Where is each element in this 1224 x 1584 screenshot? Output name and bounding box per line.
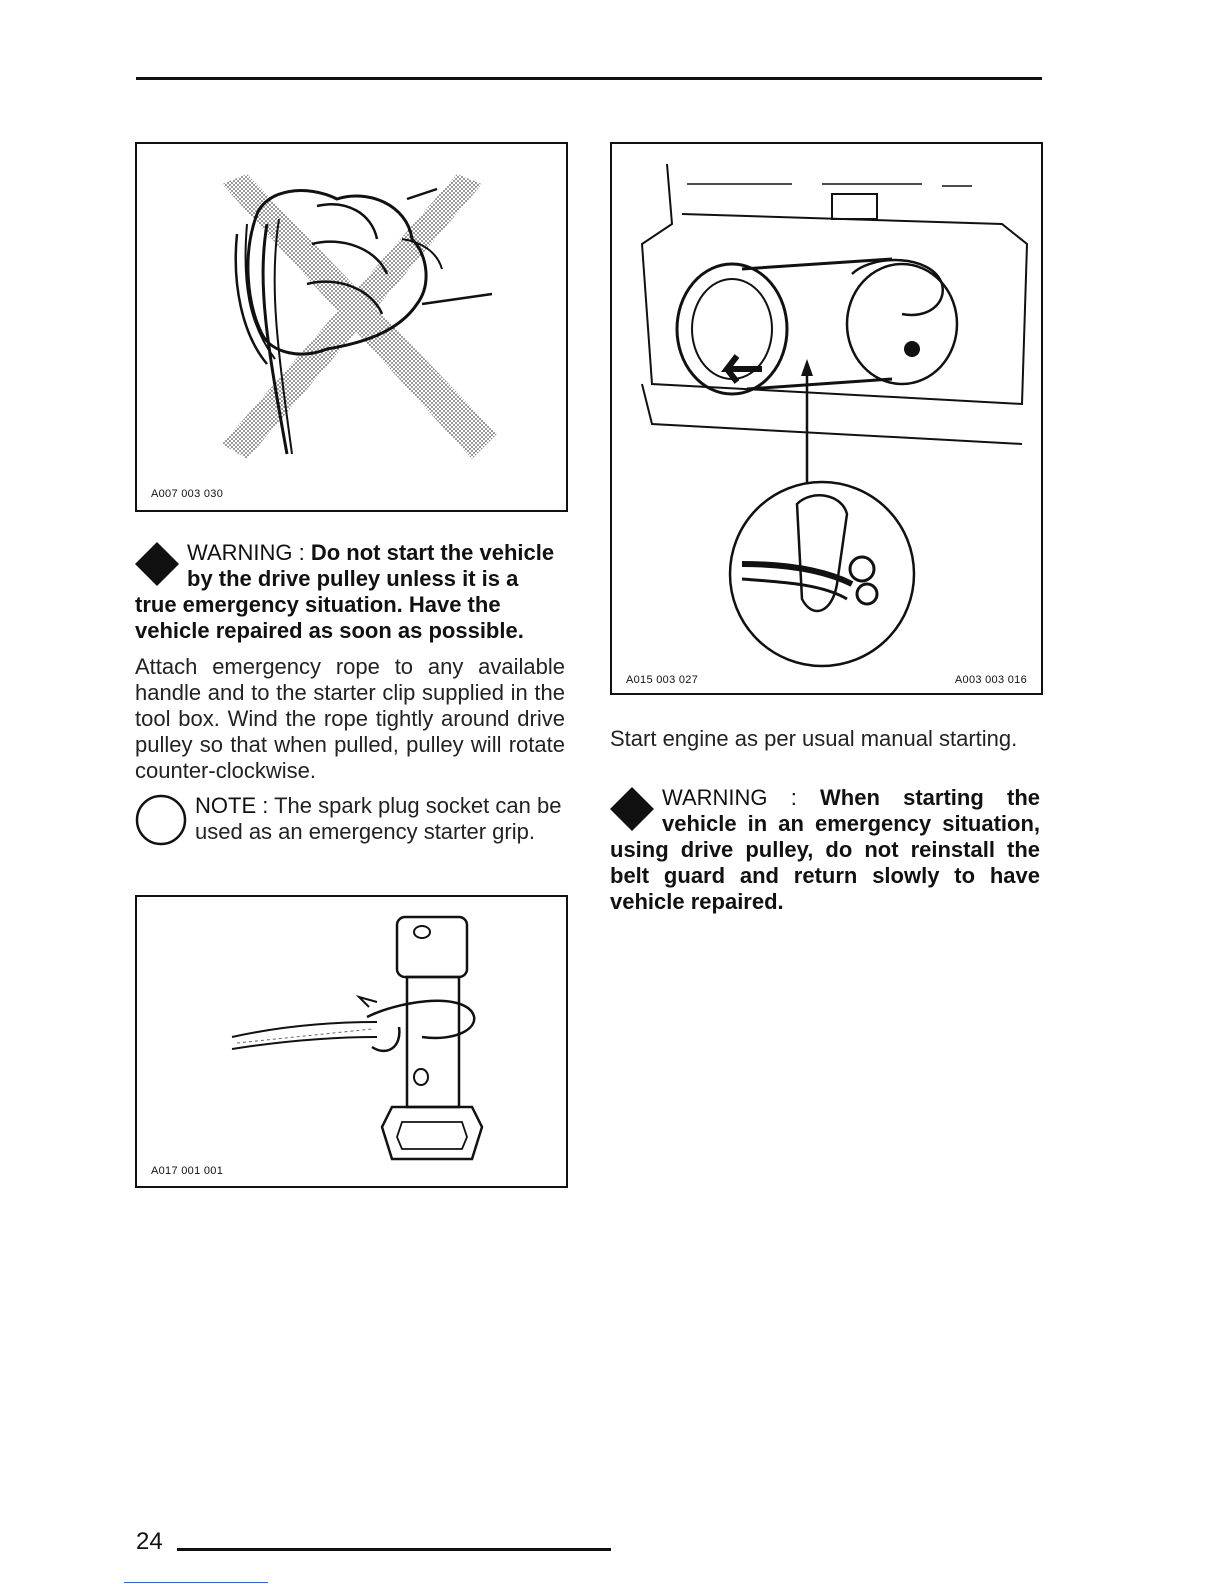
spark-plug-socket-with-rope-icon bbox=[137, 897, 566, 1186]
figure-code: A017 001 001 bbox=[151, 1165, 224, 1177]
drive-pulley-with-rope-icon bbox=[612, 144, 1041, 693]
figure-code-left: A015 003 027 bbox=[626, 674, 699, 686]
instructions-paragraph: Attach emergency rope to any available handle and to the starter clip supplied in the tool box. Wind the rope tightly around drive pulley so that when pulled, pulley will rotate counter-clockwise. bbox=[135, 654, 565, 783]
footer-link-line bbox=[124, 1582, 268, 1583]
footer-rule bbox=[177, 1548, 611, 1551]
figure-pulley-engine bbox=[610, 142, 1043, 695]
header-rule bbox=[136, 77, 1042, 80]
note-circle-icon bbox=[135, 794, 187, 846]
figure-code-right: A003 003 016 bbox=[954, 674, 1027, 686]
crossed-out-hand-pulling-rope-icon bbox=[137, 144, 566, 510]
note-block bbox=[135, 793, 565, 846]
warning-label: WARNING : bbox=[662, 785, 821, 810]
warning-diamond-icon bbox=[135, 542, 179, 586]
note-label: NOTE : bbox=[195, 793, 275, 818]
warning-text: Do not start the vehicle by the drive pulley unless it is a true emergency situation. Have the vehicle repaired as soon as possible. bbox=[135, 540, 555, 643]
warning-label: WARNING : bbox=[187, 540, 311, 565]
warning-emergency-start bbox=[610, 785, 1040, 915]
figure-spark-socket bbox=[135, 895, 568, 1188]
page-number: 24 bbox=[136, 1528, 163, 1555]
warning-drive-pulley bbox=[135, 540, 565, 644]
warning-diamond-icon bbox=[610, 787, 654, 831]
note-text: The spark plug socket can be used as an emergency starter grip. bbox=[195, 793, 562, 844]
warning-text: When starting the vehicle in an emergency situation, using drive pulley, do not reinstall the belt guard and return slowly to have vehicle repaired. bbox=[610, 785, 1040, 914]
figure-code: A007 003 030 bbox=[151, 488, 224, 500]
start-engine-paragraph: Start engine as per usual manual starting. bbox=[610, 726, 1018, 751]
figure-pulley-hand bbox=[135, 142, 568, 512]
